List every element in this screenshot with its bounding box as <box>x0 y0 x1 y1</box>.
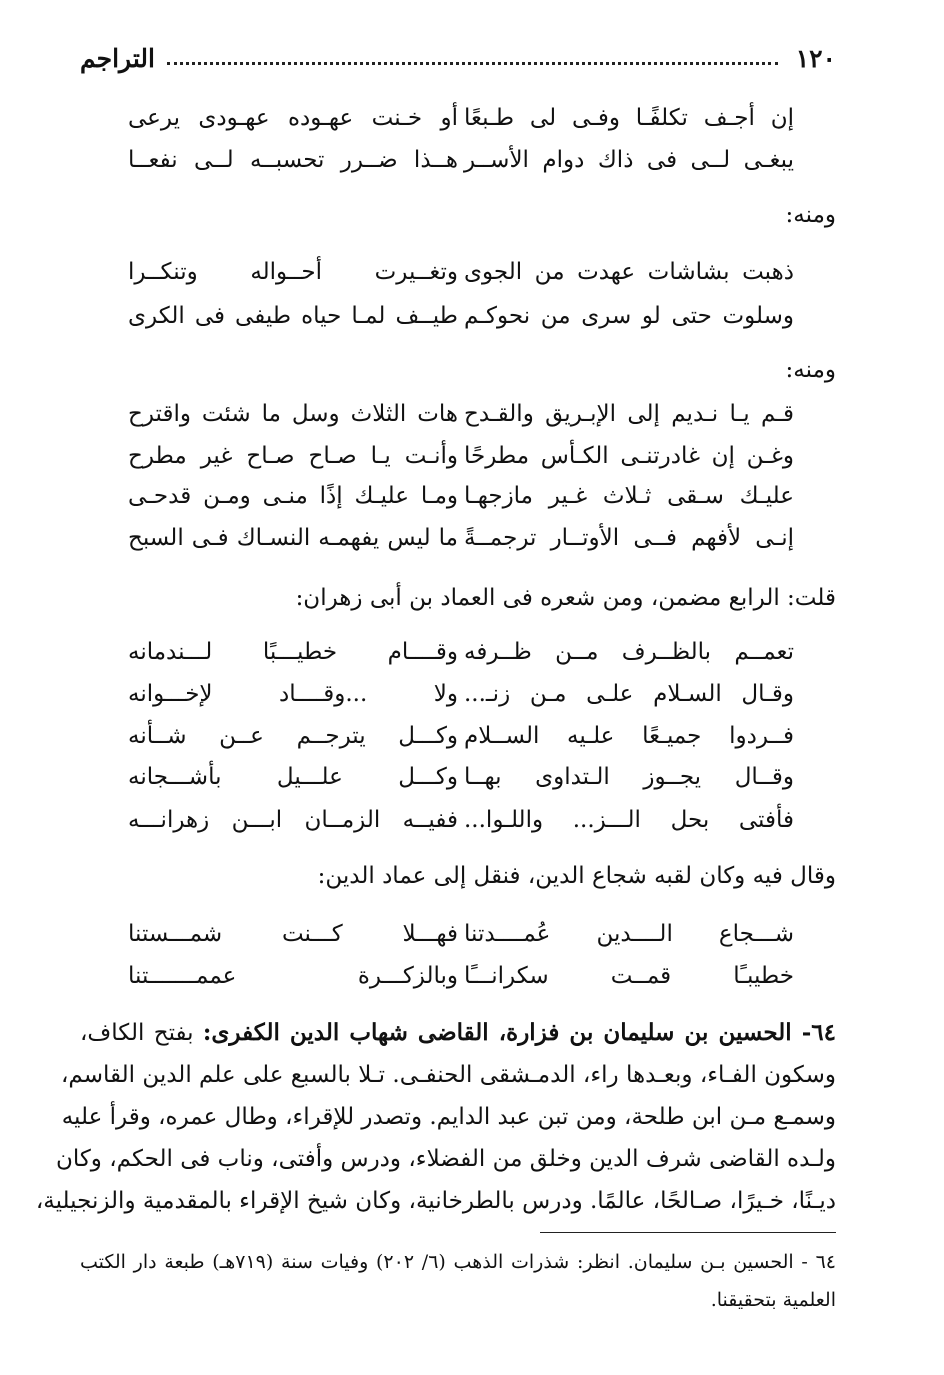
verse-line <box>128 476 794 516</box>
footnote-separator <box>540 1232 836 1233</box>
verse-line <box>128 436 794 476</box>
first-hemistich: وغـن إن غادرتنـى الكـأس مطرحًا <box>464 443 794 469</box>
first-hemistich: وقـال السـلام علـى مـن زنـ... <box>464 681 794 707</box>
verse-line <box>128 674 794 714</box>
page-number: ١٢٠ <box>795 43 836 73</box>
second-hemistich: فهـــلا كـــنت شمـــستنا <box>128 921 458 947</box>
verse-line <box>128 296 794 336</box>
verse-line <box>128 757 794 797</box>
second-hemistich: ومـا عليـك إذًا منـى ومـن قدحـى <box>128 483 458 509</box>
poem-intro: وقال فيه وكان لقبه شجاع الدين، فنقل إلى عماد الدين: <box>317 863 836 889</box>
verse-line <box>128 98 794 138</box>
first-hemistich: فأفتى بحل الـــز... واللـوا... <box>464 807 794 833</box>
verse-line <box>128 394 794 434</box>
first-hemistich: قـم يـا نـديم إلى الإبـريق والقـدح <box>464 401 794 427</box>
footnote-line: العلمية بتحقيقنا. <box>710 1289 836 1311</box>
second-hemistich: ما ليس يفهمـه النسـاك فـى السبح <box>128 525 458 551</box>
second-hemistich: وقــــام خطيـــبًا لـــندمانه <box>128 639 458 665</box>
verse-line <box>128 800 794 840</box>
first-hemistich: خطيبـًا قمــت سكرانـــًا <box>464 963 794 989</box>
entry-line: وسمـع مـن ابن طلحة، ومن تبن عبد الدايم. وتصدر للإقراء، وطال عمره، وقرأ عليه <box>61 1104 836 1130</box>
entry-line: ولـده القاضى شرف الدين وخلق من الفضلاء، ودرس وأفتى، وناب فى الحكم، وكان <box>55 1146 836 1172</box>
entry-line <box>80 1012 836 1054</box>
verse-line <box>128 716 794 756</box>
second-hemistich: وتغــيرت أحــواله وتنكــرا <box>128 259 458 285</box>
second-hemistich: هات الثلاث وسل ما شئت واقترح <box>128 401 458 427</box>
first-hemistich: شـــجاع الــــدين عُمــــدتنا <box>464 921 794 947</box>
footnote-line: ٦٤ - الحسين بـن سليمان. انظر: شذرات الذهب (٦/ ٢٠٢) وفيات سنة (٧١٩هـ) طبعة دار الكتب <box>80 1251 836 1273</box>
verse-line <box>128 518 794 558</box>
second-hemistich: وبالزكـــرة عممـــــــتنا <box>128 963 458 989</box>
poem-intro: ومنه: <box>785 357 836 383</box>
second-hemistich: ففيــه الزمــان ابـــن زهرانـــه <box>128 807 458 833</box>
second-hemistich: طيــف لمـا حياه طيفى فى الكرى <box>128 303 458 329</box>
second-hemistich: وأنـت يـا صـاح صـاح غير مطرح <box>128 443 458 469</box>
first-hemistich: إن أجـف تكلفًـا وفـى لى طـبعًا <box>464 105 794 131</box>
poem-intro: قلت: الرابع مضمن، ومن شعره فى العماد بن أبى زهران: <box>295 585 836 611</box>
first-hemistich: إنـى لأفهم فــى الأوتــار ترجمــةً <box>464 525 794 551</box>
first-hemistich: يبغـى لــى فى ذاك دوام الأســر <box>464 147 794 173</box>
first-hemistich: وسلوت حتى لو سرى من نحوكـم <box>464 303 794 329</box>
first-hemistich: ذهبت بشاشات عهدت من الجوى <box>464 259 794 285</box>
running-title: التراجم <box>80 43 155 73</box>
verse-line <box>128 956 794 996</box>
entry-heading: ٦٤- الحسين بن سليمان بن فزارة، القاضى شهاب الدين الكفرى: <box>202 1019 836 1046</box>
header-dotted-leader <box>167 62 778 65</box>
verse-line <box>128 632 794 672</box>
first-hemistich: عليـك سـقى ثـلاث غـير مازجهـا <box>464 483 794 509</box>
first-hemistich: وقــال يجــوز الـتداوى بهــا <box>464 764 794 790</box>
entry-line: ديـنًا، خـيرًا، صـالحًا، عالمًا. ودرس بالطرخانية، وكان شيخ الإقراء بالمقدمية والزنجيلية، <box>35 1188 836 1214</box>
verse-line <box>128 252 794 292</box>
verse-line <box>128 140 794 180</box>
entry-text: بفتح الكاف، <box>80 1020 203 1046</box>
entry-line: وسكون الفـاء، وبعـدها راء، الدمـشقى الحنفـى. تـلا بالسبع على علم الدين القاسم، <box>60 1062 836 1088</box>
second-hemistich: ولا ...وقــــاد لإخـــوانه <box>128 681 458 707</box>
first-hemistich: فــردوا جميـعًا علـيه الســلام <box>464 723 794 749</box>
second-hemistich: أو خـنت عهـوده عهـودى يرعى <box>128 105 458 131</box>
poem-intro: ومنه: <box>785 202 836 228</box>
first-hemistich: تعمــم بالظــرف مــن ظــرفه <box>464 639 794 665</box>
verse-line <box>128 914 794 954</box>
running-header <box>80 38 836 78</box>
second-hemistich: وكـــل يترجــم عــن شــأنه <box>128 723 458 749</box>
second-hemistich: هــذا ضــرر تحسبــه لــى نفعــا <box>128 147 458 173</box>
second-hemistich: وكـــل علـــيل بأشـــجانه <box>128 764 458 790</box>
